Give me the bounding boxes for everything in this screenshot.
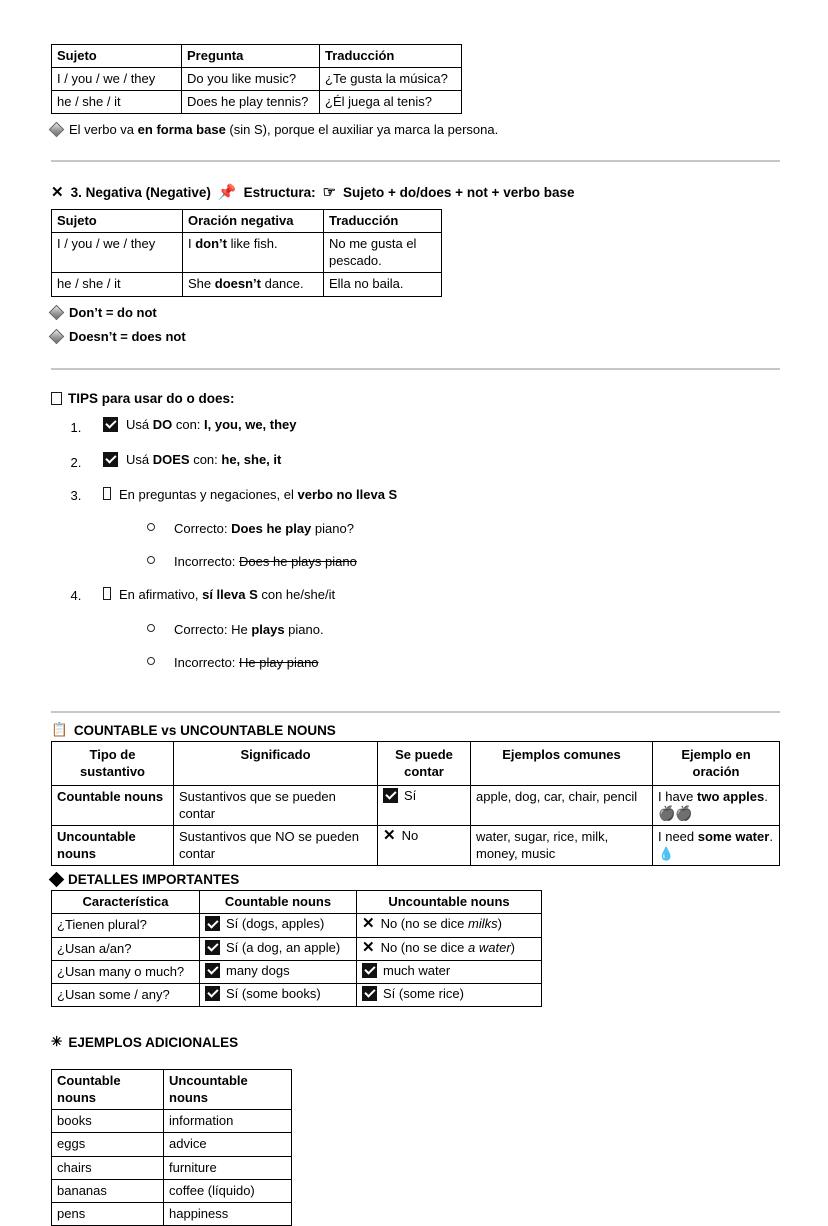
uncountable-italic: milks bbox=[468, 916, 498, 932]
text-pre: Usá bbox=[126, 451, 153, 467]
sub-bold: plays bbox=[251, 622, 285, 638]
water-drop-icon: 💧 bbox=[658, 846, 675, 862]
negative-section-heading bbox=[51, 185, 780, 200]
estructura-label: Estructura: bbox=[243, 185, 316, 201]
oracion-pre: She bbox=[188, 276, 215, 292]
tips-item-3-text bbox=[119, 487, 397, 504]
col-header-significado: Significado bbox=[174, 742, 378, 785]
oracion-bold: doesn’t bbox=[214, 276, 261, 292]
tips-item-4-text bbox=[119, 587, 335, 604]
table-row bbox=[52, 960, 542, 983]
col-header-countable: Countable nouns bbox=[52, 1070, 164, 1110]
note-bold: en forma base bbox=[137, 122, 226, 138]
text-bold: verbo no lleva S bbox=[297, 486, 398, 502]
table-row bbox=[52, 1133, 292, 1156]
countable-section-title: COUNTABLE vs UNCOUNTABLE NOUNS bbox=[73, 722, 336, 738]
sub-item-correcto-text bbox=[174, 622, 324, 637]
sub-label: Incorrecto: bbox=[174, 655, 240, 671]
col-header-uncountable: Uncountable nouns bbox=[164, 1070, 292, 1110]
text-pre: En afirmativo, bbox=[119, 587, 203, 603]
oracion-bold: some water bbox=[697, 828, 770, 844]
warning-missing-glyph-icon bbox=[103, 587, 111, 600]
countable-label: Sí (a dog, an apple) bbox=[226, 939, 341, 955]
cell-uncountable: information bbox=[164, 1110, 292, 1133]
table-row bbox=[52, 825, 780, 865]
tips-section-title: TIPS para usar do o does: bbox=[68, 390, 235, 406]
pushpin-icon: 📌 bbox=[217, 184, 237, 202]
clipboard-icon: 📋 bbox=[51, 722, 68, 738]
cell-uncountable: advice bbox=[164, 1133, 292, 1156]
tips-item-3 bbox=[85, 487, 780, 570]
cell-sujeto: I / you / we / they bbox=[52, 68, 182, 91]
tips-item-3-sublist bbox=[103, 521, 780, 569]
cell-tipo bbox=[52, 825, 174, 865]
col-header-traduccion: Traducción bbox=[320, 45, 462, 68]
extra-section-title: EJEMPLOS ADICIONALES bbox=[68, 1034, 239, 1050]
text-bold: DO bbox=[152, 416, 173, 432]
oracion-pre: I bbox=[188, 236, 196, 252]
sub-label: Correcto: He bbox=[174, 622, 252, 638]
uncountable-post: ) bbox=[510, 939, 515, 955]
sub-struck: Does he plays piano bbox=[239, 554, 357, 570]
sub-item-incorrecto-text bbox=[174, 554, 357, 569]
negative-note-2 bbox=[51, 328, 780, 346]
cell-se-puede-contar bbox=[378, 825, 471, 865]
cell-uncountable: furniture bbox=[164, 1156, 292, 1179]
check-icon bbox=[103, 417, 118, 432]
cell-uncountable bbox=[357, 937, 542, 960]
tips-item-1 bbox=[85, 417, 780, 434]
table-row bbox=[52, 68, 462, 91]
check-icon bbox=[362, 963, 377, 978]
cell-uncountable bbox=[357, 960, 542, 983]
check-icon bbox=[205, 940, 220, 955]
diamond-gray-icon bbox=[49, 304, 65, 320]
uncountable-italic: a water bbox=[468, 939, 511, 955]
cell-traduccion: No me gusta el pescado. bbox=[324, 233, 442, 273]
cross-icon: ✕ bbox=[51, 184, 64, 202]
details-section-title: DETALLES IMPORTANTES bbox=[68, 872, 240, 888]
details-section-heading bbox=[51, 872, 780, 887]
col-header-caracteristica: Característica bbox=[52, 891, 200, 914]
question-table bbox=[51, 44, 462, 114]
table-header-row bbox=[52, 1070, 292, 1110]
text-pre: En preguntas y negaciones, el bbox=[119, 486, 298, 502]
cell-sujeto: I / you / we / they bbox=[52, 233, 183, 273]
tips-list bbox=[51, 417, 780, 671]
countable-section-heading bbox=[51, 722, 780, 738]
cell-se-puede-contar bbox=[378, 785, 471, 825]
oracion-pre: I have bbox=[658, 788, 698, 804]
circle-bullet-icon bbox=[147, 523, 155, 531]
negative-section-title: 3. Negativa (Negative) bbox=[70, 185, 211, 201]
cell-caracteristica: ¿Usan some / any? bbox=[52, 983, 200, 1006]
negative-note-2-text: Doesn’t = does not bbox=[69, 329, 186, 345]
sub-label: Incorrecto: bbox=[174, 554, 240, 570]
oracion-bold: two apples bbox=[697, 788, 765, 804]
uncountable-post: ) bbox=[497, 916, 502, 932]
sub-post: piano? bbox=[311, 521, 354, 537]
check-icon bbox=[205, 986, 220, 1001]
uncountable-pre: No (no se dice bbox=[380, 916, 469, 932]
cell-traduccion: ¿Él juega al tenis? bbox=[320, 91, 462, 114]
text-mid: con: bbox=[189, 451, 222, 467]
cell-ejemplos: water, sugar, rice, milk, money, music bbox=[471, 825, 653, 865]
cell-countable: bananas bbox=[52, 1179, 164, 1202]
circle-bullet-icon bbox=[147, 657, 155, 665]
check-icon bbox=[205, 963, 220, 978]
cell-countable bbox=[200, 960, 357, 983]
sub-bold: Does he play bbox=[231, 521, 312, 537]
question-note-text bbox=[69, 121, 498, 139]
cell-tipo bbox=[52, 785, 174, 825]
col-header-ejemplos: Ejemplos comunes bbox=[471, 742, 653, 785]
cell-countable: books bbox=[52, 1110, 164, 1133]
oracion-post: dance. bbox=[260, 276, 304, 292]
cell-traduccion: ¿Te gusta la música? bbox=[320, 68, 462, 91]
table-header-row bbox=[52, 891, 542, 914]
cell-pregunta: Do you like music? bbox=[182, 68, 320, 91]
extra-examples-table bbox=[51, 1069, 292, 1226]
col-header-sujeto: Sujeto bbox=[52, 45, 182, 68]
cell-uncountable bbox=[357, 983, 542, 1006]
table-row bbox=[52, 1179, 292, 1202]
estructura-value: Sujeto + do/does + not + verbo base bbox=[343, 185, 575, 201]
text-bold: DOES bbox=[152, 451, 190, 467]
text-pre: Usá bbox=[126, 416, 153, 432]
sub-item-correcto-text bbox=[174, 521, 354, 536]
cell-uncountable: happiness bbox=[164, 1202, 292, 1225]
cell-sujeto: he / she / it bbox=[52, 273, 183, 296]
table-header-row bbox=[52, 742, 780, 785]
cell-tipo-text: Uncountable nouns bbox=[57, 828, 136, 862]
cell-countable bbox=[200, 914, 357, 937]
circle-bullet-icon bbox=[147, 624, 155, 632]
text-bold: sí lleva S bbox=[202, 587, 258, 603]
table-header-row bbox=[52, 45, 462, 68]
tips-section-heading bbox=[51, 391, 780, 406]
contar-label: No bbox=[401, 827, 419, 843]
oracion-post: . bbox=[769, 828, 773, 844]
diamond-black-icon bbox=[49, 872, 65, 888]
cell-caracteristica: ¿Tienen plural? bbox=[52, 914, 200, 937]
circle-bullet-icon bbox=[147, 556, 155, 564]
table-row bbox=[52, 273, 442, 296]
col-header-oracion-negativa: Oración negativa bbox=[183, 210, 324, 233]
col-header-tipo: Tipo de sustantivo bbox=[52, 742, 174, 785]
cell-countable bbox=[200, 937, 357, 960]
table-row bbox=[52, 785, 780, 825]
sub-item-incorrecto-text bbox=[174, 655, 319, 670]
uncountable-label bbox=[381, 940, 515, 957]
uncountable-pre: No (no se dice bbox=[380, 939, 469, 955]
tips-item-3-line bbox=[103, 487, 780, 504]
cell-countable bbox=[200, 983, 357, 1006]
negative-table bbox=[51, 209, 442, 297]
table-row bbox=[52, 983, 542, 1006]
tips-item-4-sublist bbox=[103, 622, 780, 670]
x-icon: ✕ bbox=[362, 915, 375, 933]
cell-caracteristica: ¿Usan many o much? bbox=[52, 960, 200, 983]
col-header-pregunta: Pregunta bbox=[182, 45, 320, 68]
col-header-se-puede-contar: Se puede contar bbox=[378, 742, 471, 785]
cell-sujeto: he / she / it bbox=[52, 91, 182, 114]
text-bold2: I, you, we, they bbox=[204, 416, 297, 432]
countable-label: Sí (some books) bbox=[226, 985, 321, 1001]
oracion-bold: don’t bbox=[195, 236, 227, 252]
sub-item-incorrecto bbox=[147, 655, 780, 670]
sparkle-icon: ✳ bbox=[51, 1034, 63, 1050]
tips-item-4-line bbox=[103, 587, 780, 604]
cell-uncountable bbox=[357, 914, 542, 937]
diamond-gray-icon bbox=[49, 122, 65, 138]
tips-item-2-text bbox=[126, 452, 281, 469]
negative-note-1 bbox=[51, 304, 780, 322]
note-part1: El verbo va bbox=[69, 122, 138, 138]
contar-value bbox=[383, 828, 465, 845]
oracion-post: like fish. bbox=[227, 236, 278, 252]
table-row bbox=[52, 914, 542, 937]
uncountable-label: much water bbox=[383, 962, 451, 978]
sub-label: Correcto: bbox=[174, 521, 232, 537]
check-icon bbox=[103, 452, 118, 467]
cell-caracteristica: ¿Usan a/an? bbox=[52, 937, 200, 960]
cell-countable: pens bbox=[52, 1202, 164, 1225]
cell-traduccion: Ella no baila. bbox=[324, 273, 442, 296]
extra-section-heading bbox=[51, 1034, 780, 1050]
check-icon bbox=[362, 986, 377, 1001]
countable-table bbox=[51, 741, 780, 866]
cell-ejemplo-oracion bbox=[653, 785, 780, 825]
col-header-sujeto: Sujeto bbox=[52, 210, 183, 233]
cell-significado: Sustantivos que se pueden contar bbox=[174, 785, 378, 825]
tips-item-1-text bbox=[126, 417, 297, 434]
tips-item-2 bbox=[85, 452, 780, 469]
col-header-ejemplo-oracion: Ejemplo en oración bbox=[653, 742, 780, 785]
uncountable-label bbox=[381, 916, 502, 933]
pointing-hand-icon: ☞ bbox=[322, 184, 337, 202]
cell-ejemplo-oracion bbox=[653, 825, 780, 865]
cell-oracion bbox=[183, 233, 324, 273]
oracion-pre: I need bbox=[658, 828, 698, 844]
cell-uncountable: coffee (líquido) bbox=[164, 1179, 292, 1202]
table-row bbox=[52, 937, 542, 960]
cell-significado: Sustantivos que NO se pueden contar bbox=[174, 825, 378, 865]
x-icon: ✕ bbox=[383, 826, 396, 844]
table-row bbox=[52, 1110, 292, 1133]
negative-note-1-text: Don’t = do not bbox=[69, 304, 157, 320]
check-icon bbox=[205, 916, 220, 931]
tips-item-4 bbox=[85, 587, 780, 670]
countable-label: Sí (dogs, apples) bbox=[226, 916, 325, 932]
warning-missing-glyph-icon bbox=[103, 487, 111, 500]
contar-label: Sí bbox=[404, 787, 417, 803]
tips-item-2-line bbox=[103, 452, 780, 469]
cell-pregunta: Does he play tennis? bbox=[182, 91, 320, 114]
table-row bbox=[52, 1156, 292, 1179]
sub-item-correcto bbox=[147, 521, 780, 536]
missing-glyph-icon bbox=[51, 392, 62, 405]
countable-label: many dogs bbox=[226, 962, 290, 978]
check-icon bbox=[383, 788, 398, 803]
cell-countable: chairs bbox=[52, 1156, 164, 1179]
sub-struck: He play piano bbox=[239, 655, 319, 671]
note-part2: (sin S), porque el auxiliar ya marca la persona. bbox=[225, 122, 499, 138]
apple-icon: 🍎🍎 bbox=[658, 804, 693, 821]
sub-item-correcto bbox=[147, 622, 780, 637]
cell-ejemplos: apple, dog, car, chair, pencil bbox=[471, 785, 653, 825]
table-row bbox=[52, 1202, 292, 1225]
cell-oracion bbox=[183, 273, 324, 296]
text-bold2: he, she, it bbox=[221, 451, 282, 467]
table-header-row bbox=[52, 210, 442, 233]
cell-tipo-text: Countable nouns bbox=[57, 788, 164, 804]
question-note bbox=[51, 121, 780, 139]
table-row bbox=[52, 91, 462, 114]
text-mid: con: bbox=[172, 416, 205, 432]
sub-item-incorrecto bbox=[147, 554, 780, 569]
text-mid: con he/she/it bbox=[257, 587, 336, 603]
diamond-gray-icon bbox=[49, 329, 65, 345]
uncountable-label: Sí (some rice) bbox=[383, 985, 464, 1001]
tips-item-1-line bbox=[103, 417, 780, 434]
cell-countable: eggs bbox=[52, 1133, 164, 1156]
col-header-countable: Countable nouns bbox=[200, 891, 357, 914]
table-row bbox=[52, 233, 442, 273]
details-table bbox=[51, 890, 542, 1007]
col-header-uncountable: Uncountable nouns bbox=[357, 891, 542, 914]
contar-value bbox=[383, 788, 465, 805]
x-icon: ✕ bbox=[362, 938, 375, 956]
oracion-post: . bbox=[764, 788, 768, 804]
col-header-traduccion: Traducción bbox=[324, 210, 442, 233]
sub-post: piano. bbox=[284, 622, 324, 638]
